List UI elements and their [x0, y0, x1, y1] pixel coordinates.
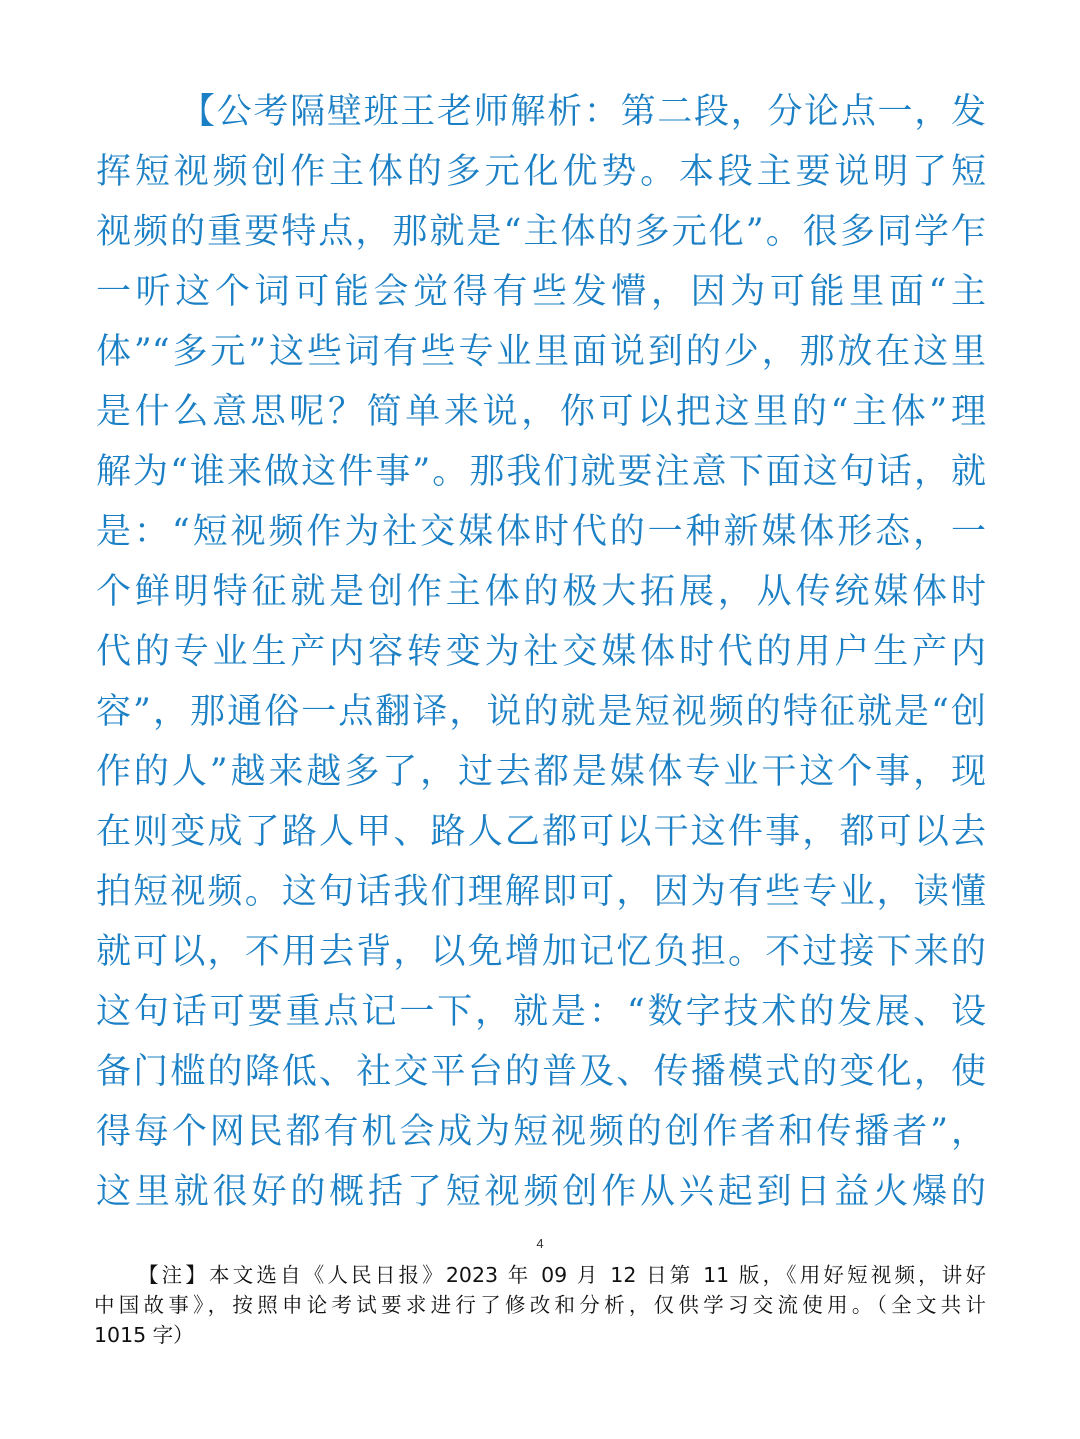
note-line: 1015 字） [94, 1323, 194, 1347]
analysis-line: 备门槛的降低、社交平台的普及、传播模式的变化，使 [96, 1052, 986, 1092]
source-note [94, 1260, 986, 1350]
analysis-line: 作的人”越来越多了，过去都是媒体专业干这个事，现 [96, 752, 986, 792]
analysis-line: 体”“多元”这些词有些专业里面说到的少，那放在这里 [96, 332, 986, 372]
analysis-line: 这里就很好的概括了短视频创作从兴起到日益火爆的 [96, 1172, 986, 1212]
page-number: 4 [536, 1236, 544, 1251]
analysis-line: 是什么意思呢？简单来说，你可以把这里的“主体”理 [96, 392, 986, 432]
analysis-line: 【公考隔壁班王老师解析：第二段，分论点一，发 [180, 92, 986, 132]
note-line: 中国故事》，按照申论考试要求进行了修改和分析，仅供学习交流使用。（全文共计 [94, 1293, 986, 1317]
analysis-line: 就可以，不用去背，以免增加记忆负担。不过接下来的 [96, 932, 986, 972]
analysis-line: 代的专业生产内容转变为社交媒体时代的用户生产内 [96, 632, 986, 672]
analysis-paragraph [96, 82, 986, 1222]
analysis-line: 一听这个词可能会觉得有些发懵，因为可能里面“主 [96, 272, 986, 312]
analysis-line: 拍短视频。这句话我们理解即可，因为有些专业，读懂 [96, 872, 986, 912]
analysis-line: 是：“短视频作为社交媒体时代的一种新媒体形态，一 [96, 512, 986, 552]
analysis-line: 在则变成了路人甲、路人乙都可以干这件事，都可以去 [96, 812, 986, 852]
analysis-line: 视频的重要特点，那就是“主体的多元化”。很多同学乍 [96, 212, 986, 252]
analysis-line: 这句话可要重点记一下，就是：“数字技术的发展、设 [96, 992, 986, 1032]
analysis-line: 解为“谁来做这件事”。那我们就要注意下面这句话，就 [96, 452, 986, 492]
analysis-line: 容”，那通俗一点翻译，说的就是短视频的特征就是“创 [96, 692, 986, 732]
analysis-line: 个鲜明特征就是创作主体的极大拓展，从传统媒体时 [96, 572, 986, 612]
analysis-line: 得每个网民都有机会成为短视频的创作者和传播者”， [96, 1112, 986, 1152]
note-line: 【注】本文选自《人民日报》2023 年 09 月 12 日第 11 版，《用好短视频，讲好 [138, 1263, 986, 1287]
analysis-line: 挥短视频创作主体的多元化优势。本段主要说明了短 [96, 152, 986, 192]
